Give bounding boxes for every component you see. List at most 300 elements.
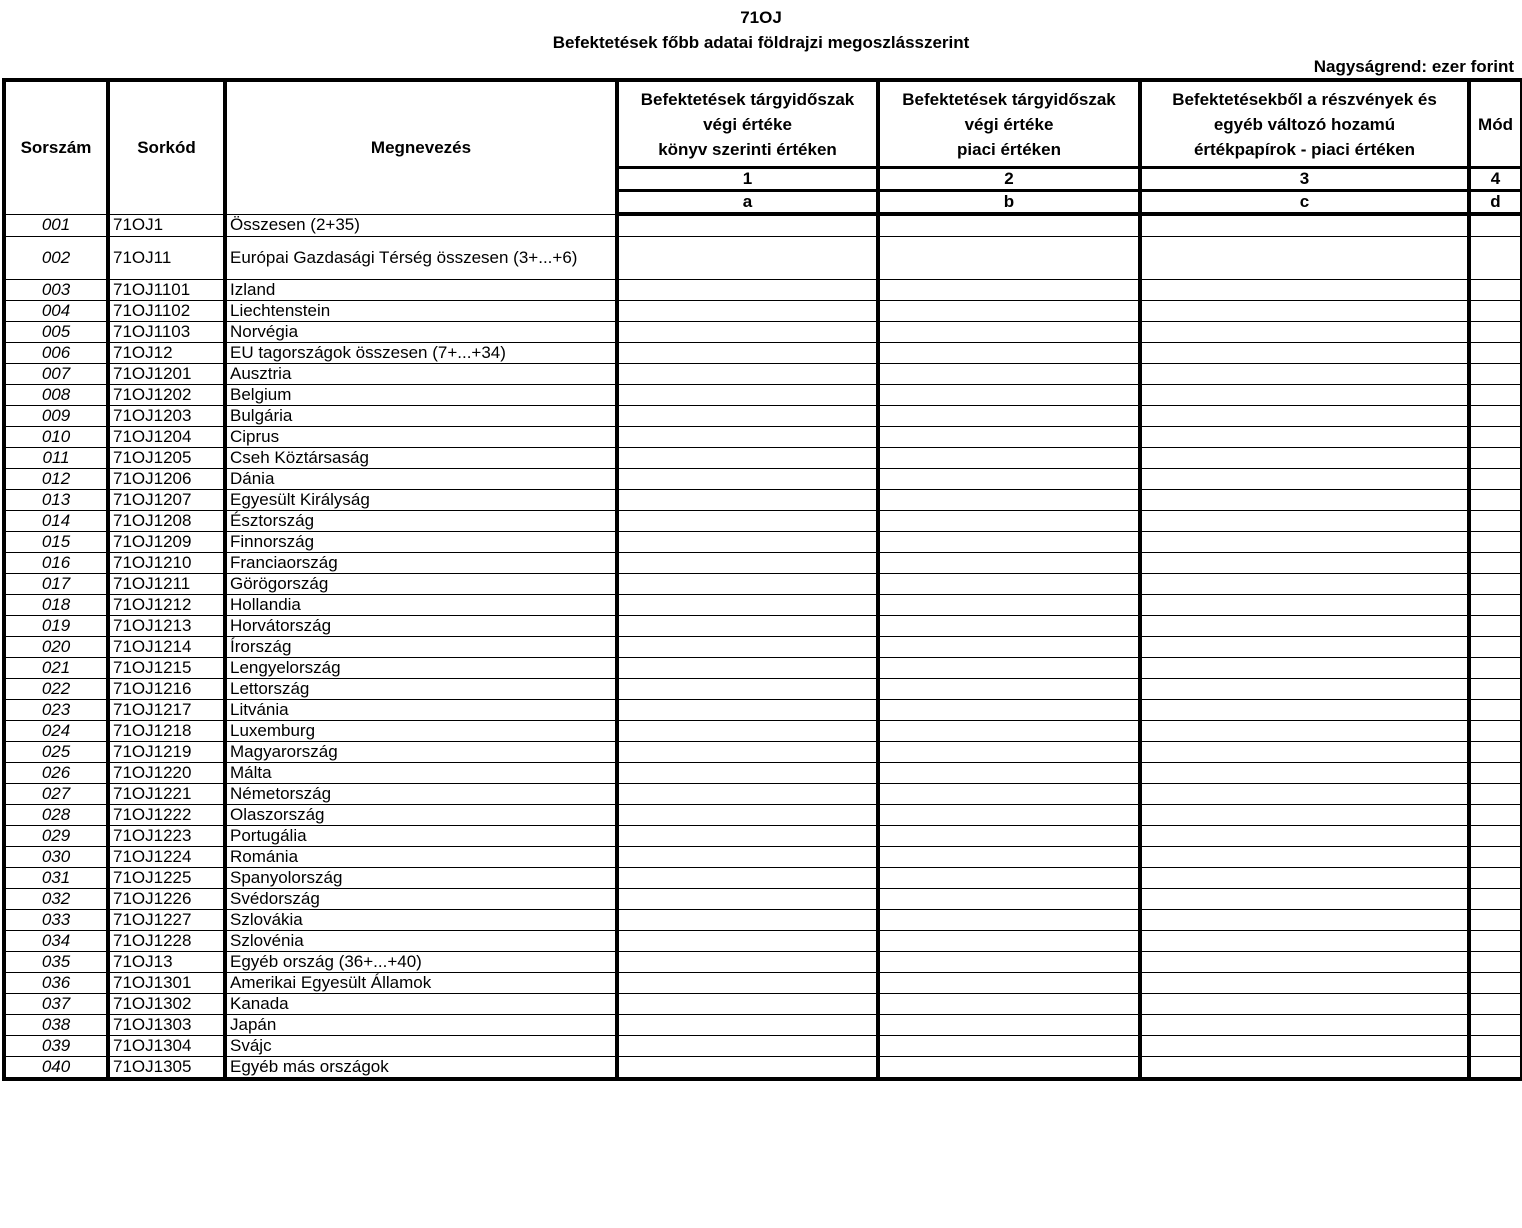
cell-market-value[interactable] — [878, 721, 1140, 742]
cell-mod[interactable] — [1469, 532, 1522, 553]
table-row — [4, 910, 1522, 931]
table-row — [4, 214, 1522, 237]
table-row — [4, 784, 1522, 805]
cell-shares-value[interactable] — [1140, 973, 1469, 994]
row-name: Japán — [225, 1015, 617, 1036]
cell-mod[interactable] — [1469, 364, 1522, 385]
cell-market-value[interactable] — [878, 214, 1140, 237]
cell-book-value[interactable] — [617, 721, 878, 742]
cell-mod[interactable] — [1469, 931, 1522, 952]
cell-mod[interactable] — [1469, 700, 1522, 721]
header-shares-value-line-2: egyéb változó hozamú — [1213, 114, 1396, 134]
cell-market-value[interactable] — [878, 532, 1140, 553]
cell-book-value[interactable] — [617, 448, 878, 469]
table-row — [4, 637, 1522, 658]
cell-market-value[interactable] — [878, 406, 1140, 427]
row-number: 035 — [4, 952, 108, 973]
row-number: 012 — [4, 469, 108, 490]
row-number: 034 — [4, 931, 108, 952]
header-market-value-line-2: végi értéke — [964, 114, 1054, 134]
table-row — [4, 931, 1522, 952]
row-code: 71OJ1218 — [108, 721, 225, 742]
cell-shares-value[interactable] — [1140, 214, 1469, 237]
row-name: EU tagországok összesen (7+...+34) — [225, 343, 617, 364]
cell-book-value[interactable] — [617, 784, 878, 805]
row-number: 007 — [4, 364, 108, 385]
row-name: Litvánia — [225, 700, 617, 721]
cell-book-value[interactable] — [617, 322, 878, 343]
cell-mod[interactable] — [1469, 322, 1522, 343]
header-letter-c: c — [1140, 191, 1469, 215]
cell-book-value[interactable] — [617, 679, 878, 700]
row-number: 010 — [4, 427, 108, 448]
row-name: Európai Gazdasági Térség összesen (3+...+6) — [225, 237, 617, 280]
cell-mod[interactable] — [1469, 490, 1522, 511]
cell-shares-value[interactable] — [1140, 406, 1469, 427]
cell-shares-value[interactable] — [1140, 511, 1469, 532]
table-row — [4, 574, 1522, 595]
table-row — [4, 1057, 1522, 1080]
row-number: 018 — [4, 595, 108, 616]
cell-book-value[interactable] — [617, 994, 878, 1015]
cell-market-value[interactable] — [878, 847, 1140, 868]
row-code: 71OJ1208 — [108, 511, 225, 532]
cell-book-value[interactable] — [617, 763, 878, 784]
row-number: 016 — [4, 553, 108, 574]
row-name: Írország — [225, 637, 617, 658]
cell-book-value[interactable] — [617, 553, 878, 574]
table-row — [4, 448, 1522, 469]
cell-market-value[interactable] — [878, 1057, 1140, 1080]
header-sorkod: Sorkód — [108, 80, 225, 214]
cell-shares-value[interactable] — [1140, 616, 1469, 637]
cell-book-value[interactable] — [617, 1057, 878, 1080]
cell-mod[interactable] — [1469, 448, 1522, 469]
cell-shares-value[interactable] — [1140, 427, 1469, 448]
cell-mod[interactable] — [1469, 679, 1522, 700]
cell-market-value[interactable] — [878, 784, 1140, 805]
cell-mod[interactable] — [1469, 1036, 1522, 1057]
cell-book-value[interactable] — [617, 427, 878, 448]
row-name: Spanyolország — [225, 868, 617, 889]
cell-market-value[interactable] — [878, 952, 1140, 973]
cell-shares-value[interactable] — [1140, 343, 1469, 364]
cell-shares-value[interactable] — [1140, 1036, 1469, 1057]
row-name: Finnország — [225, 532, 617, 553]
cell-mod[interactable] — [1469, 214, 1522, 237]
row-code: 71OJ1216 — [108, 679, 225, 700]
cell-shares-value[interactable] — [1140, 237, 1469, 280]
cell-market-value[interactable] — [878, 763, 1140, 784]
cell-mod[interactable] — [1469, 868, 1522, 889]
cell-shares-value[interactable] — [1140, 595, 1469, 616]
cell-market-value[interactable] — [878, 343, 1140, 364]
cell-shares-value[interactable] — [1140, 889, 1469, 910]
row-code: 71OJ1209 — [108, 532, 225, 553]
cell-market-value[interactable] — [878, 889, 1140, 910]
header-market-value-line-1: Befektetések tárgyidőszak — [902, 89, 1116, 109]
table-row — [4, 994, 1522, 1015]
row-name: Dánia — [225, 469, 617, 490]
row-name: Görögország — [225, 574, 617, 595]
row-name: Olaszország — [225, 805, 617, 826]
cell-market-value[interactable] — [878, 427, 1140, 448]
cell-shares-value[interactable] — [1140, 448, 1469, 469]
cell-mod[interactable] — [1469, 658, 1522, 679]
row-code: 71OJ1303 — [108, 1015, 225, 1036]
header-shares-value-line-3: értékpapírok - piaci értéken — [1193, 139, 1416, 159]
row-name: Bulgária — [225, 406, 617, 427]
row-number: 004 — [4, 301, 108, 322]
cell-shares-value[interactable] — [1140, 385, 1469, 406]
cell-book-value[interactable] — [617, 805, 878, 826]
table-row — [4, 700, 1522, 721]
cell-shares-value[interactable] — [1140, 742, 1469, 763]
cell-shares-value[interactable] — [1140, 784, 1469, 805]
cell-market-value[interactable] — [878, 658, 1140, 679]
cell-shares-value[interactable] — [1140, 679, 1469, 700]
cell-mod[interactable] — [1469, 847, 1522, 868]
cell-book-value[interactable] — [617, 868, 878, 889]
cell-market-value[interactable] — [878, 973, 1140, 994]
cell-shares-value[interactable] — [1140, 952, 1469, 973]
table-row — [4, 237, 1522, 280]
cell-book-value[interactable] — [617, 343, 878, 364]
row-name: Hollandia — [225, 595, 617, 616]
cell-mod[interactable] — [1469, 301, 1522, 322]
cell-shares-value[interactable] — [1140, 280, 1469, 301]
row-number: 001 — [4, 214, 108, 237]
table-row — [4, 616, 1522, 637]
cell-shares-value[interactable] — [1140, 553, 1469, 574]
cell-shares-value[interactable] — [1140, 910, 1469, 931]
cell-book-value[interactable] — [617, 364, 878, 385]
cell-market-value[interactable] — [878, 385, 1140, 406]
row-code: 71OJ1103 — [108, 322, 225, 343]
cell-shares-value[interactable] — [1140, 322, 1469, 343]
cell-shares-value[interactable] — [1140, 721, 1469, 742]
row-code: 71OJ1201 — [108, 364, 225, 385]
cell-mod[interactable] — [1469, 973, 1522, 994]
cell-market-value[interactable] — [878, 322, 1140, 343]
row-name: Liechtenstein — [225, 301, 617, 322]
cell-book-value[interactable] — [617, 595, 878, 616]
cell-mod[interactable] — [1469, 511, 1522, 532]
header-letter-d: d — [1469, 191, 1522, 215]
cell-mod[interactable] — [1469, 616, 1522, 637]
row-name: Románia — [225, 847, 617, 868]
row-number: 002 — [4, 237, 108, 280]
table-body — [4, 214, 1522, 1079]
row-code: 71OJ1207 — [108, 490, 225, 511]
row-number: 025 — [4, 742, 108, 763]
row-name: Ciprus — [225, 427, 617, 448]
table-row — [4, 721, 1522, 742]
cell-mod[interactable] — [1469, 742, 1522, 763]
row-name: Szlovénia — [225, 931, 617, 952]
cell-mod[interactable] — [1469, 889, 1522, 910]
cell-shares-value[interactable] — [1140, 301, 1469, 322]
row-name: Svájc — [225, 1036, 617, 1057]
cell-mod[interactable] — [1469, 952, 1522, 973]
row-code: 71OJ1206 — [108, 469, 225, 490]
row-code: 71OJ1217 — [108, 700, 225, 721]
row-number: 033 — [4, 910, 108, 931]
row-name: Egyesült Királyság — [225, 490, 617, 511]
cell-shares-value[interactable] — [1140, 1015, 1469, 1036]
unit-label: Nagyságrend: ezer forint — [1313, 57, 1514, 76]
header-megnevezes: Megnevezés — [225, 80, 617, 214]
cell-market-value[interactable] — [878, 868, 1140, 889]
cell-market-value[interactable] — [878, 280, 1140, 301]
cell-mod[interactable] — [1469, 637, 1522, 658]
cell-shares-value[interactable] — [1140, 658, 1469, 679]
header-number-2: 2 — [878, 168, 1140, 191]
cell-book-value[interactable] — [617, 490, 878, 511]
cell-mod[interactable] — [1469, 406, 1522, 427]
row-code: 71OJ12 — [108, 343, 225, 364]
cell-market-value[interactable] — [878, 490, 1140, 511]
header-letter-b: b — [878, 191, 1140, 215]
cell-market-value[interactable] — [878, 553, 1140, 574]
cell-mod[interactable] — [1469, 805, 1522, 826]
row-code: 71OJ1223 — [108, 826, 225, 847]
table-row — [4, 553, 1522, 574]
header-book-value-line-3: könyv szerinti értéken — [658, 139, 837, 159]
cell-shares-value[interactable] — [1140, 469, 1469, 490]
cell-market-value[interactable] — [878, 700, 1140, 721]
cell-book-value[interactable] — [617, 511, 878, 532]
header-market-value-line-3: piaci értéken — [957, 139, 1061, 159]
row-name: Amerikai Egyesült Államok — [225, 973, 617, 994]
cell-book-value[interactable] — [617, 574, 878, 595]
cell-market-value[interactable] — [878, 994, 1140, 1015]
row-name: Belgium — [225, 385, 617, 406]
cell-book-value[interactable] — [617, 847, 878, 868]
cell-mod[interactable] — [1469, 826, 1522, 847]
cell-shares-value[interactable] — [1140, 574, 1469, 595]
cell-book-value[interactable] — [617, 910, 878, 931]
row-name: Portugália — [225, 826, 617, 847]
cell-market-value[interactable] — [878, 301, 1140, 322]
cell-market-value[interactable] — [878, 448, 1140, 469]
table-row — [4, 280, 1522, 301]
cell-market-value[interactable] — [878, 679, 1140, 700]
data-table — [2, 78, 1522, 1081]
cell-book-value[interactable] — [617, 237, 878, 280]
header-shares-value — [1140, 80, 1469, 168]
cell-book-value[interactable] — [617, 532, 878, 553]
cell-shares-value[interactable] — [1140, 994, 1469, 1015]
row-name: Horvátország — [225, 616, 617, 637]
cell-market-value[interactable] — [878, 469, 1140, 490]
table-row — [4, 805, 1522, 826]
cell-shares-value[interactable] — [1140, 847, 1469, 868]
cell-book-value[interactable] — [617, 658, 878, 679]
row-number: 014 — [4, 511, 108, 532]
row-name: Szlovákia — [225, 910, 617, 931]
cell-mod[interactable] — [1469, 910, 1522, 931]
cell-shares-value[interactable] — [1140, 532, 1469, 553]
table-row — [4, 469, 1522, 490]
row-code: 71OJ1101 — [108, 280, 225, 301]
row-name: Magyarország — [225, 742, 617, 763]
row-number: 028 — [4, 805, 108, 826]
cell-market-value[interactable] — [878, 511, 1140, 532]
table-row — [4, 1036, 1522, 1057]
table-row — [4, 427, 1522, 448]
row-code: 71OJ1210 — [108, 553, 225, 574]
row-number: 023 — [4, 700, 108, 721]
row-code: 71OJ1220 — [108, 763, 225, 784]
cell-market-value[interactable] — [878, 574, 1140, 595]
cell-mod[interactable] — [1469, 595, 1522, 616]
cell-market-value[interactable] — [878, 931, 1140, 952]
cell-mod[interactable] — [1469, 1015, 1522, 1036]
cell-mod[interactable] — [1469, 553, 1522, 574]
cell-book-value[interactable] — [617, 406, 878, 427]
header-letter-a: a — [617, 191, 878, 215]
cell-shares-value[interactable] — [1140, 1057, 1469, 1080]
row-number: 013 — [4, 490, 108, 511]
cell-book-value[interactable] — [617, 280, 878, 301]
cell-market-value[interactable] — [878, 616, 1140, 637]
cell-market-value[interactable] — [878, 637, 1140, 658]
cell-book-value[interactable] — [617, 973, 878, 994]
cell-market-value[interactable] — [878, 910, 1140, 931]
cell-mod[interactable] — [1469, 469, 1522, 490]
cell-market-value[interactable] — [878, 595, 1140, 616]
row-number: 030 — [4, 847, 108, 868]
table-row — [4, 406, 1522, 427]
table-row — [4, 868, 1522, 889]
cell-mod[interactable] — [1469, 237, 1522, 280]
table-row — [4, 952, 1522, 973]
row-code: 71OJ1 — [108, 214, 225, 237]
cell-book-value[interactable] — [617, 469, 878, 490]
cell-book-value[interactable] — [617, 742, 878, 763]
cell-book-value[interactable] — [617, 952, 878, 973]
cell-market-value[interactable] — [878, 826, 1140, 847]
cell-book-value[interactable] — [617, 931, 878, 952]
cell-market-value[interactable] — [878, 805, 1140, 826]
cell-market-value[interactable] — [878, 1036, 1140, 1057]
row-number: 015 — [4, 532, 108, 553]
row-name: Németország — [225, 784, 617, 805]
table-row — [4, 763, 1522, 784]
cell-shares-value[interactable] — [1140, 637, 1469, 658]
table-row — [4, 658, 1522, 679]
cell-mod[interactable] — [1469, 343, 1522, 364]
row-number: 038 — [4, 1015, 108, 1036]
cell-mod[interactable] — [1469, 574, 1522, 595]
cell-book-value[interactable] — [617, 637, 878, 658]
cell-book-value[interactable] — [617, 385, 878, 406]
table-row — [4, 973, 1522, 994]
cell-shares-value[interactable] — [1140, 364, 1469, 385]
row-code: 71OJ1211 — [108, 574, 225, 595]
table-row — [4, 364, 1522, 385]
row-code: 71OJ1219 — [108, 742, 225, 763]
cell-book-value[interactable] — [617, 214, 878, 237]
row-number: 026 — [4, 763, 108, 784]
row-number: 024 — [4, 721, 108, 742]
row-name: Ausztria — [225, 364, 617, 385]
cell-mod[interactable] — [1469, 763, 1522, 784]
header-shares-value-line-1: Befektetésekből a részvények és — [1172, 89, 1437, 109]
row-code: 71OJ1228 — [108, 931, 225, 952]
row-code: 71OJ1212 — [108, 595, 225, 616]
header-sorszam: Sorszám — [4, 80, 108, 214]
row-name: Cseh Köztársaság — [225, 448, 617, 469]
cell-mod[interactable] — [1469, 280, 1522, 301]
cell-mod[interactable] — [1469, 721, 1522, 742]
cell-book-value[interactable] — [617, 616, 878, 637]
cell-book-value[interactable] — [617, 700, 878, 721]
cell-mod[interactable] — [1469, 427, 1522, 448]
cell-market-value[interactable] — [878, 237, 1140, 280]
row-number: 005 — [4, 322, 108, 343]
row-number: 009 — [4, 406, 108, 427]
cell-mod[interactable] — [1469, 385, 1522, 406]
header-book-value-line-2: végi értéke — [703, 114, 792, 134]
row-code: 71OJ1302 — [108, 994, 225, 1015]
cell-book-value[interactable] — [617, 1015, 878, 1036]
row-code: 71OJ1214 — [108, 637, 225, 658]
table-row — [4, 889, 1522, 910]
cell-book-value[interactable] — [617, 826, 878, 847]
table-row — [4, 301, 1522, 322]
row-name: Összesen (2+35) — [225, 214, 617, 237]
cell-shares-value[interactable] — [1140, 700, 1469, 721]
cell-mod[interactable] — [1469, 994, 1522, 1015]
cell-market-value[interactable] — [878, 364, 1140, 385]
cell-shares-value[interactable] — [1140, 931, 1469, 952]
row-number: 039 — [4, 1036, 108, 1057]
table-row — [4, 826, 1522, 847]
cell-shares-value[interactable] — [1140, 490, 1469, 511]
row-code: 71OJ1102 — [108, 301, 225, 322]
row-code: 71OJ1225 — [108, 868, 225, 889]
cell-shares-value[interactable] — [1140, 763, 1469, 784]
cell-mod[interactable] — [1469, 1057, 1522, 1080]
cell-book-value[interactable] — [617, 1036, 878, 1057]
row-number: 017 — [4, 574, 108, 595]
row-number: 020 — [4, 637, 108, 658]
table-row — [4, 511, 1522, 532]
cell-shares-value[interactable] — [1140, 805, 1469, 826]
row-code: 71OJ1224 — [108, 847, 225, 868]
row-code: 71OJ1215 — [108, 658, 225, 679]
cell-book-value[interactable] — [617, 889, 878, 910]
cell-market-value[interactable] — [878, 742, 1140, 763]
row-code: 71OJ1202 — [108, 385, 225, 406]
row-code: 71OJ1222 — [108, 805, 225, 826]
row-name: Luxemburg — [225, 721, 617, 742]
cell-mod[interactable] — [1469, 784, 1522, 805]
row-number: 027 — [4, 784, 108, 805]
row-name: Egyéb ország (36+...+40) — [225, 952, 617, 973]
cell-shares-value[interactable] — [1140, 868, 1469, 889]
cell-book-value[interactable] — [617, 301, 878, 322]
row-name: Egyéb más országok — [225, 1057, 617, 1080]
row-code: 71OJ1305 — [108, 1057, 225, 1080]
row-number: 032 — [4, 889, 108, 910]
cell-market-value[interactable] — [878, 1015, 1140, 1036]
row-code: 71OJ11 — [108, 237, 225, 280]
table-row — [4, 595, 1522, 616]
cell-shares-value[interactable] — [1140, 826, 1469, 847]
